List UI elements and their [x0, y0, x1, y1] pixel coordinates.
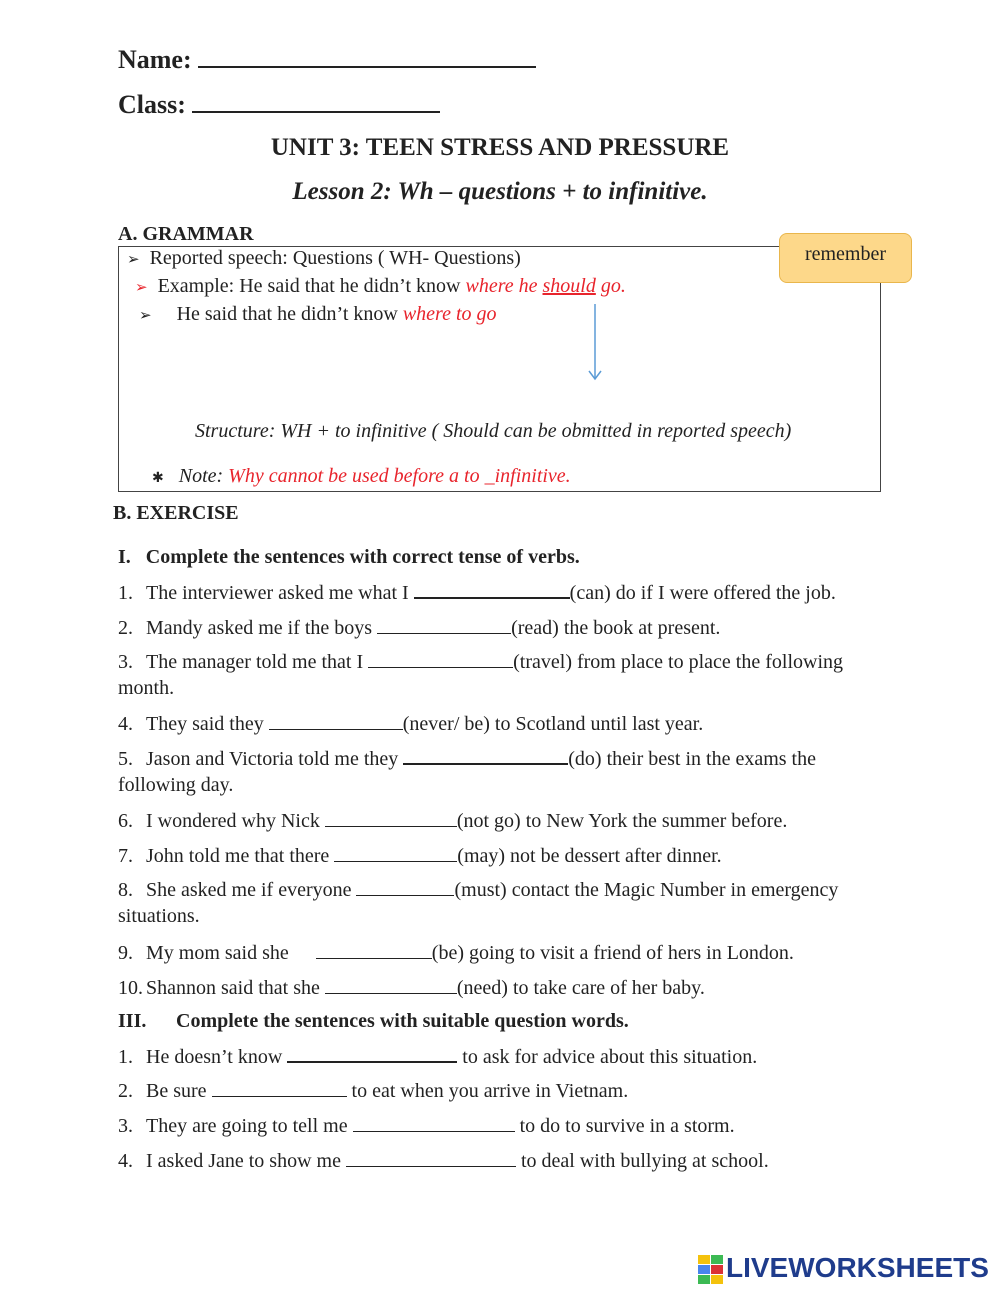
name-input[interactable] [198, 44, 536, 68]
class-input[interactable] [192, 89, 440, 113]
answer-blank[interactable] [325, 808, 457, 827]
red-arrow-bullet-icon: ➢ [135, 280, 148, 296]
list-item [118, 1078, 628, 1103]
item-number: 4. [118, 1150, 133, 1172]
class-row [118, 89, 440, 120]
item-text-after: (need) to take care of her baby. [456, 977, 705, 999]
item-number: 10. [118, 977, 143, 999]
list-item [118, 877, 838, 902]
item-number: 2. [118, 617, 133, 639]
item-number: 4. [118, 713, 133, 735]
item-text-after: (travel) from place to place the following [513, 651, 844, 673]
grammar-line-3 [139, 303, 497, 326]
item-text-after: to do to survive in a storm. [514, 1115, 735, 1137]
item-text-after: (can) do if I were offered the job. [569, 582, 836, 604]
note-red: Why cannot be used before a to _infinitive. [228, 465, 571, 487]
answer-blank[interactable] [269, 711, 403, 730]
list-item [118, 843, 722, 868]
list-item [118, 579, 836, 605]
line3-red: where to go [402, 303, 497, 325]
answer-blank[interactable] [346, 1148, 516, 1167]
item-text-before: I wondered why Nick [146, 810, 325, 832]
name-label: Name: [118, 45, 192, 74]
item-text-before: He doesn’t know [146, 1046, 288, 1068]
part3-heading [118, 1010, 629, 1033]
item-number: 1. [118, 1046, 133, 1068]
liveworksheets-logo-icon [698, 1255, 724, 1285]
arrow-bullet-icon: ➢ [127, 252, 140, 268]
item-text-after: (never/ be) to Scotland until last year. [402, 713, 704, 735]
example-red-should: should [542, 275, 596, 297]
item-text-after: (read) the book at present. [511, 617, 721, 639]
list-item [118, 711, 703, 736]
list-item [118, 1148, 769, 1173]
list-item [118, 1113, 735, 1138]
liveworksheets-logo-text[interactable]: LIVEWORKSHEETS [726, 1252, 989, 1283]
item-text-before: Shannon said that she [146, 977, 325, 999]
bullet1-text: Reported speech: Questions ( WH- Questions) [149, 247, 521, 269]
item-text-before: They are going to tell me [146, 1115, 353, 1137]
item-number: 6. [118, 810, 133, 832]
item-continuation: following day. [118, 774, 234, 796]
answer-blank[interactable] [353, 1113, 515, 1132]
answer-blank[interactable] [403, 745, 568, 765]
item-text-before: My mom said she [146, 942, 289, 964]
example-red-2: go. [595, 275, 626, 297]
list-item [118, 745, 880, 771]
list-item [118, 975, 705, 1000]
list-item [118, 808, 787, 833]
item-number: 5. [118, 748, 133, 770]
item-text-after: (do) their best in the exams the [568, 748, 816, 770]
line3-prefix: He said that he didn’t know [176, 303, 403, 325]
answer-blank[interactable] [356, 877, 454, 896]
item-text-after: (not go) to New York the summer before. [456, 810, 788, 832]
part3-num: III. [118, 1010, 147, 1032]
lesson-title: Lesson 2: Wh – questions + to infinitive. [292, 178, 708, 205]
item-continuation: situations. [118, 905, 200, 927]
answer-blank[interactable] [368, 649, 513, 668]
list-item [118, 649, 843, 674]
item-number: 8. [118, 879, 133, 901]
item-text-after: (may) not be dessert after dinner. [457, 845, 722, 867]
item-continuation: month. [118, 677, 175, 699]
item-text-after: (must) contact the Magic Number in emergency [454, 879, 839, 901]
down-arrow-icon [585, 302, 605, 384]
item-text-before: They said they [146, 713, 269, 735]
note-label: Note: [178, 465, 229, 487]
list-item [118, 1043, 757, 1069]
item-text-after: to eat when you arrive in Vietnam. [346, 1080, 629, 1102]
arrow-bullet-icon: ➢ [139, 308, 152, 324]
item-number: 1. [118, 582, 133, 604]
class-label: Class: [118, 90, 186, 119]
asterisk-icon: ✱ [152, 471, 164, 486]
answer-blank[interactable] [287, 1043, 457, 1063]
name-row [118, 44, 536, 75]
answer-blank[interactable] [334, 843, 457, 862]
item-text-after: to ask for advice about this situation. [457, 1046, 758, 1068]
part1-heading [118, 546, 580, 569]
item-text-before: She asked me if everyone [146, 879, 357, 901]
example-prefix: Example: He said that he didn’t know [157, 275, 466, 297]
part1-num: I. [118, 546, 131, 568]
grammar-heading: A. GRAMMAR [118, 223, 254, 245]
item-text-before: Mandy asked me if the boys [146, 617, 378, 639]
grammar-example [135, 275, 626, 298]
item-number: 7. [118, 845, 133, 867]
item-text-before: John told me that there [146, 845, 335, 867]
item-text-after: (be) going to visit a friend of hers in London. [431, 942, 794, 964]
list-item [118, 940, 794, 965]
part1-title: Complete the sentences with correct tense of verbs. [145, 546, 580, 568]
answer-blank[interactable] [212, 1078, 347, 1097]
item-text-before: Be sure [146, 1080, 212, 1102]
note-row [152, 465, 571, 488]
structure-text: Structure: WH + to infinitive ( Should can be obmitted in reported speech) [195, 420, 792, 442]
item-text-before: Jason and Victoria told me they [146, 748, 404, 770]
part3-title: Complete the sentences with suitable question words. [176, 1010, 629, 1032]
unit-title: UNIT 3: TEEN STRESS AND PRESSURE [270, 134, 730, 161]
exercise-heading: B. EXERCISE [113, 502, 239, 524]
item-text-after: to deal with bullying at school. [515, 1150, 769, 1172]
answer-blank[interactable] [325, 975, 457, 994]
list-item [118, 615, 720, 640]
answer-blank[interactable] [316, 940, 432, 959]
grammar-bullet-1 [127, 247, 521, 270]
item-number: 3. [118, 1115, 133, 1137]
item-number: 2. [118, 1080, 133, 1102]
item-text-before: The interviewer asked me what I [146, 582, 414, 604]
item-number: 9. [118, 942, 133, 964]
item-text-before: The manager told me that I [146, 651, 369, 673]
item-text-before: I asked Jane to show me [146, 1150, 346, 1172]
example-red-1: where he [465, 275, 543, 297]
item-number: 3. [118, 651, 133, 673]
answer-blank[interactable] [414, 579, 570, 599]
answer-blank[interactable] [377, 615, 511, 634]
remember-button[interactable]: remember [779, 233, 912, 283]
